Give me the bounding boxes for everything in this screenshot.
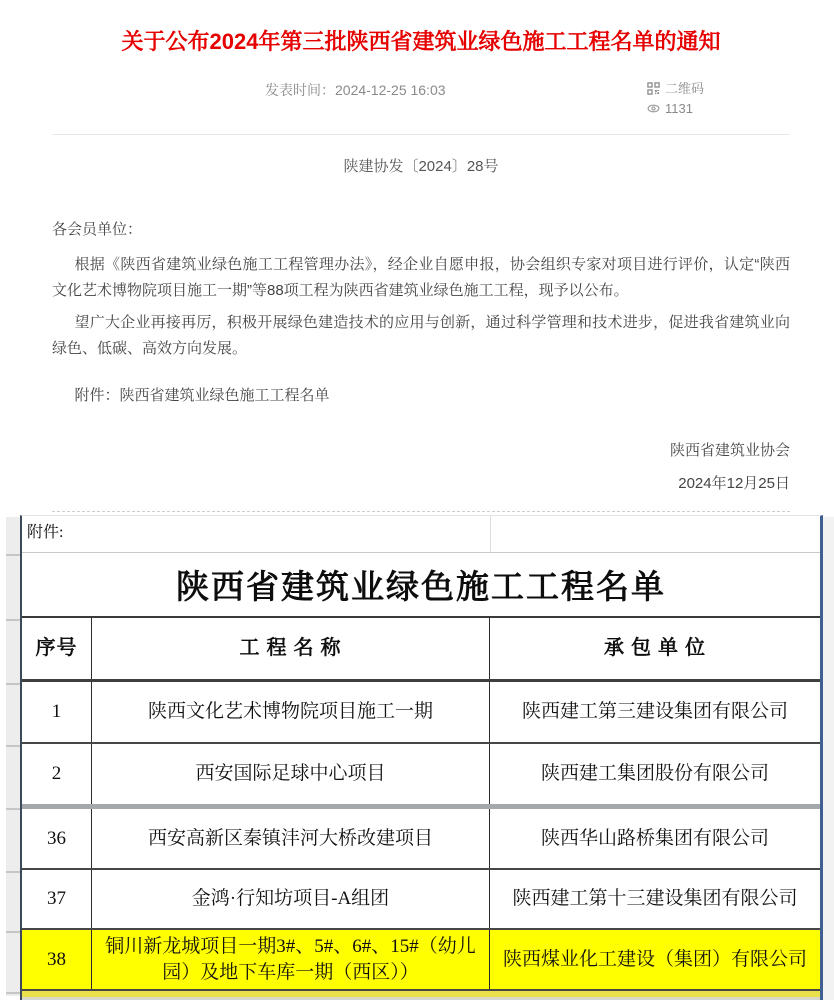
cell-no: 36 xyxy=(22,809,92,868)
cell-contractor: 陕西建工集团股份有限公司 xyxy=(540,763,769,785)
row-tick xyxy=(6,619,20,621)
attachment-reference: 附件：陕西省建筑业绿色施工工程名单 xyxy=(74,387,330,404)
sheet-right-gutter xyxy=(823,517,834,1000)
attachment-sheet xyxy=(0,513,834,1000)
cell-contractor: 陕西华山路桥集团有限公司 xyxy=(540,827,769,849)
cell-no: 37 xyxy=(22,870,92,928)
view-count: 1131 xyxy=(664,101,693,116)
column-header-no: 序号 xyxy=(22,618,92,679)
row-tick xyxy=(6,992,20,994)
meta-row xyxy=(52,80,790,122)
issue-date: 2024年12月25日 xyxy=(678,475,790,492)
table-header-row xyxy=(22,618,820,682)
cell-contractor: 陕西煤业化工建设（集团）有限公司 xyxy=(502,948,807,970)
section-divider xyxy=(52,511,790,512)
sheet-area xyxy=(20,515,823,1000)
eye-icon xyxy=(647,102,660,115)
qr-code-label: 二维码 xyxy=(664,81,704,96)
cell-project: 西安国际足球中心项目 xyxy=(92,744,490,804)
attachment-label: 附件: xyxy=(27,524,64,541)
document-number: 陕建协发〔2024〕28号 xyxy=(343,158,499,175)
row-tick xyxy=(6,808,20,810)
table-row xyxy=(22,744,820,809)
body-paragraph: 根据《陕西省建筑业绿色施工工程管理办法》，经企业自愿申报，协会组织专家对项目进行评价，认定“陕西文化艺术博物院项目施工一期”等88项工程为陕西省建筑业绿色施工工程，现予以公布。 xyxy=(52,256,790,299)
table-row-highlighted xyxy=(22,930,820,991)
cell-no: 38 xyxy=(22,930,92,989)
sheet-row-header-strip xyxy=(6,517,20,996)
table-row xyxy=(22,682,820,744)
column-header-contractor: 承 包 单 位 xyxy=(604,637,706,659)
cell-project: 西安高新区秦镇沣河大桥改建项目 xyxy=(92,809,490,868)
attachment-label-row xyxy=(22,516,820,553)
cell-contractor: 陕西建工第十三建设集团有限公司 xyxy=(512,888,798,910)
qr-code-icon xyxy=(647,82,660,95)
column-header-project: 工 程 名 称 xyxy=(92,618,490,679)
row-tick xyxy=(6,871,20,873)
qr-code-button[interactable] xyxy=(647,80,704,97)
cell-contractor: 陕西建工第三建设集团有限公司 xyxy=(521,701,788,723)
row-tick xyxy=(6,745,20,747)
row-tick xyxy=(6,683,20,685)
body-paragraph: 望广大企业再接再厉，积极开展绿色建造技术的应用与创新，通过科学管理和技术进步，促进我省建筑业向绿色、低碳、高效方向发展。 xyxy=(52,314,790,357)
page-title: 关于公布2024年第三批陕西省建筑业绿色施工工程名单的通知 xyxy=(121,29,721,54)
cell-no: 2 xyxy=(22,744,92,804)
row-tick xyxy=(6,931,20,933)
cell-no: 1 xyxy=(22,682,92,742)
publish-time: 发表时间：2024-12-25 16:03 xyxy=(265,82,446,98)
row-tick xyxy=(6,554,20,556)
view-count-row xyxy=(647,100,704,117)
table-row xyxy=(22,870,820,930)
gridline xyxy=(490,516,491,552)
header-divider xyxy=(52,134,790,135)
cell-project: 铜川新龙城项目一期3#、5#、6#、15#（幼儿园）及地下车库一期（西区）） xyxy=(92,930,490,989)
salutation: 各会员单位： xyxy=(52,221,143,238)
table-row xyxy=(22,809,820,870)
views-block xyxy=(647,80,704,117)
issuer-signature: 陕西省建筑业协会 xyxy=(669,442,790,459)
table-title: 陕西省建筑业绿色施工工程名单 xyxy=(22,553,820,618)
cell-project: 陕西文化艺术博物院项目施工一期 xyxy=(92,682,490,742)
cell-project: 金鸿·行知坊项目-A组团 xyxy=(92,870,490,928)
